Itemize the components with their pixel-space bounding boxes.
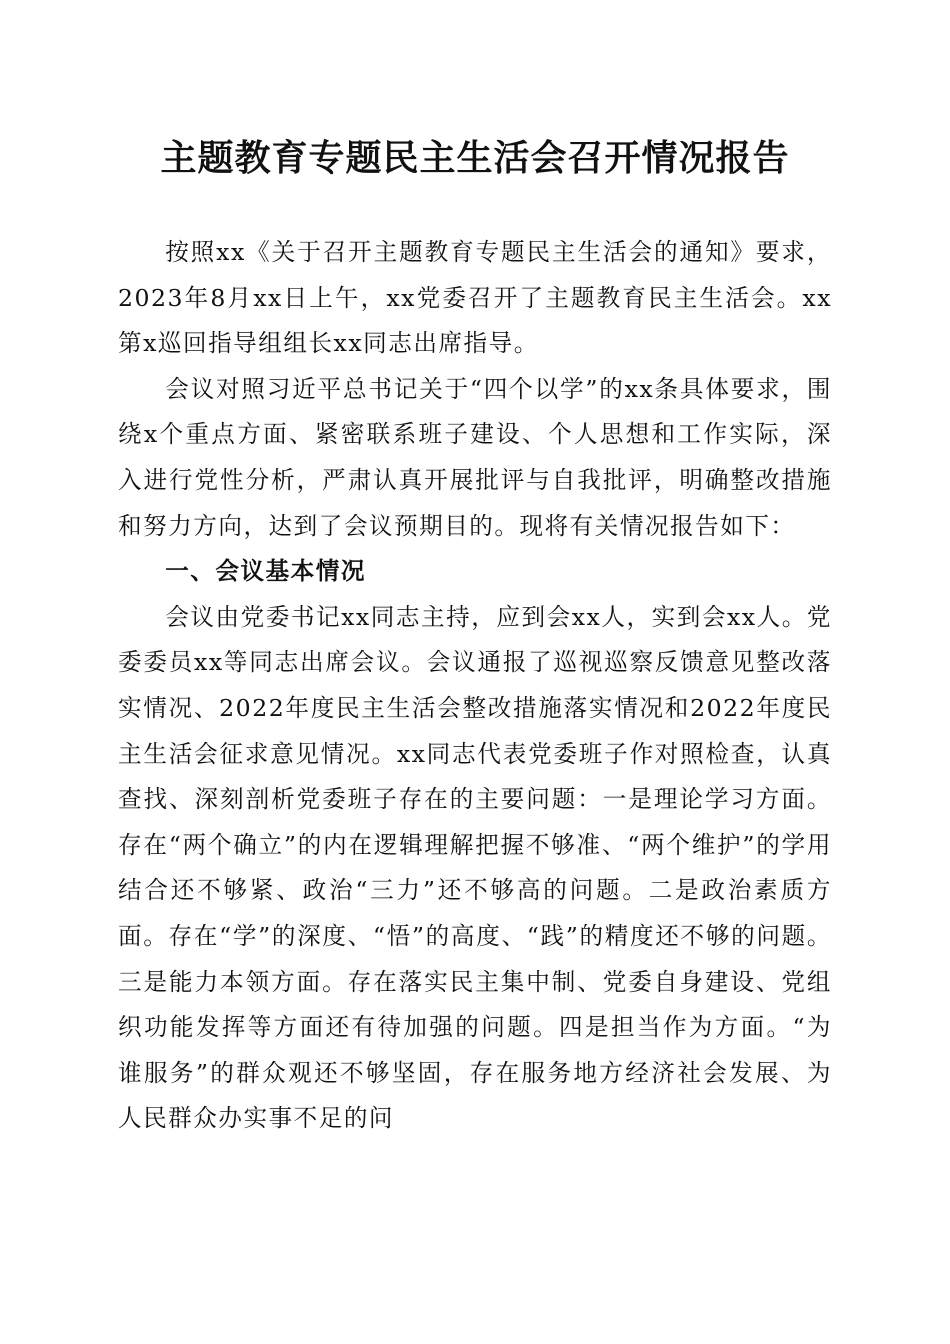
paragraph-overview: 会议对照习近平总书记关于“四个以学”的xx条具体要求，围绕x个重点方面、紧密联系班子建设、个人思想和工作实际，深入进行党性分析，严肃认真开展批评与自我批评，明确整改措施和努力方向，达到了会议预期目的。现将有关情况报告如下：	[118, 374, 832, 540]
paragraph-intro: 按照xx《关于召开主题教育专题民主生活会的通知》要求，2023年8月xx日上午，xx党委召开了主题教育民主生活会。xx第x巡回指导组组长xx同志出席指导。	[118, 238, 832, 358]
section-heading-basic-info: 一、会议基本情况	[165, 557, 366, 586]
document-body	[118, 230, 832, 1142]
document-title: 主题教育专题民主生活会召开情况报告	[160, 137, 790, 179]
paragraph-meeting-details: 会议由党委书记xx同志主持，应到会xx人，实到会xx人。党委委员xx等同志出席会议。会议通报了巡视巡察反馈意见整改落实情况、2022年度民主生活会整改措施落实情况和2022年度民主生活会征求意见情况。xx同志代表党委班子作对照检查，认真查找、深刻剖析党委班子存在的主要问题：一是理论学习方面。存在“两个确立”的内在逻辑理解把握不够准、“两个维护”的学用结合还不够紧、政治“三力”还不够高的问题。二是政治素质方面。存在“学”的深度、“悟”的高度、“践”的精度还不够的问题。三是能力本领方面。存在落实民主集中制、党委自身建设、党组织功能发挥等方面还有待加强的问题。四是担当作为方面。“为谁服务”的群众观还不够坚固，存在服务地方经济社会发展、为人民群众办实事不足的问	[118, 602, 832, 1133]
